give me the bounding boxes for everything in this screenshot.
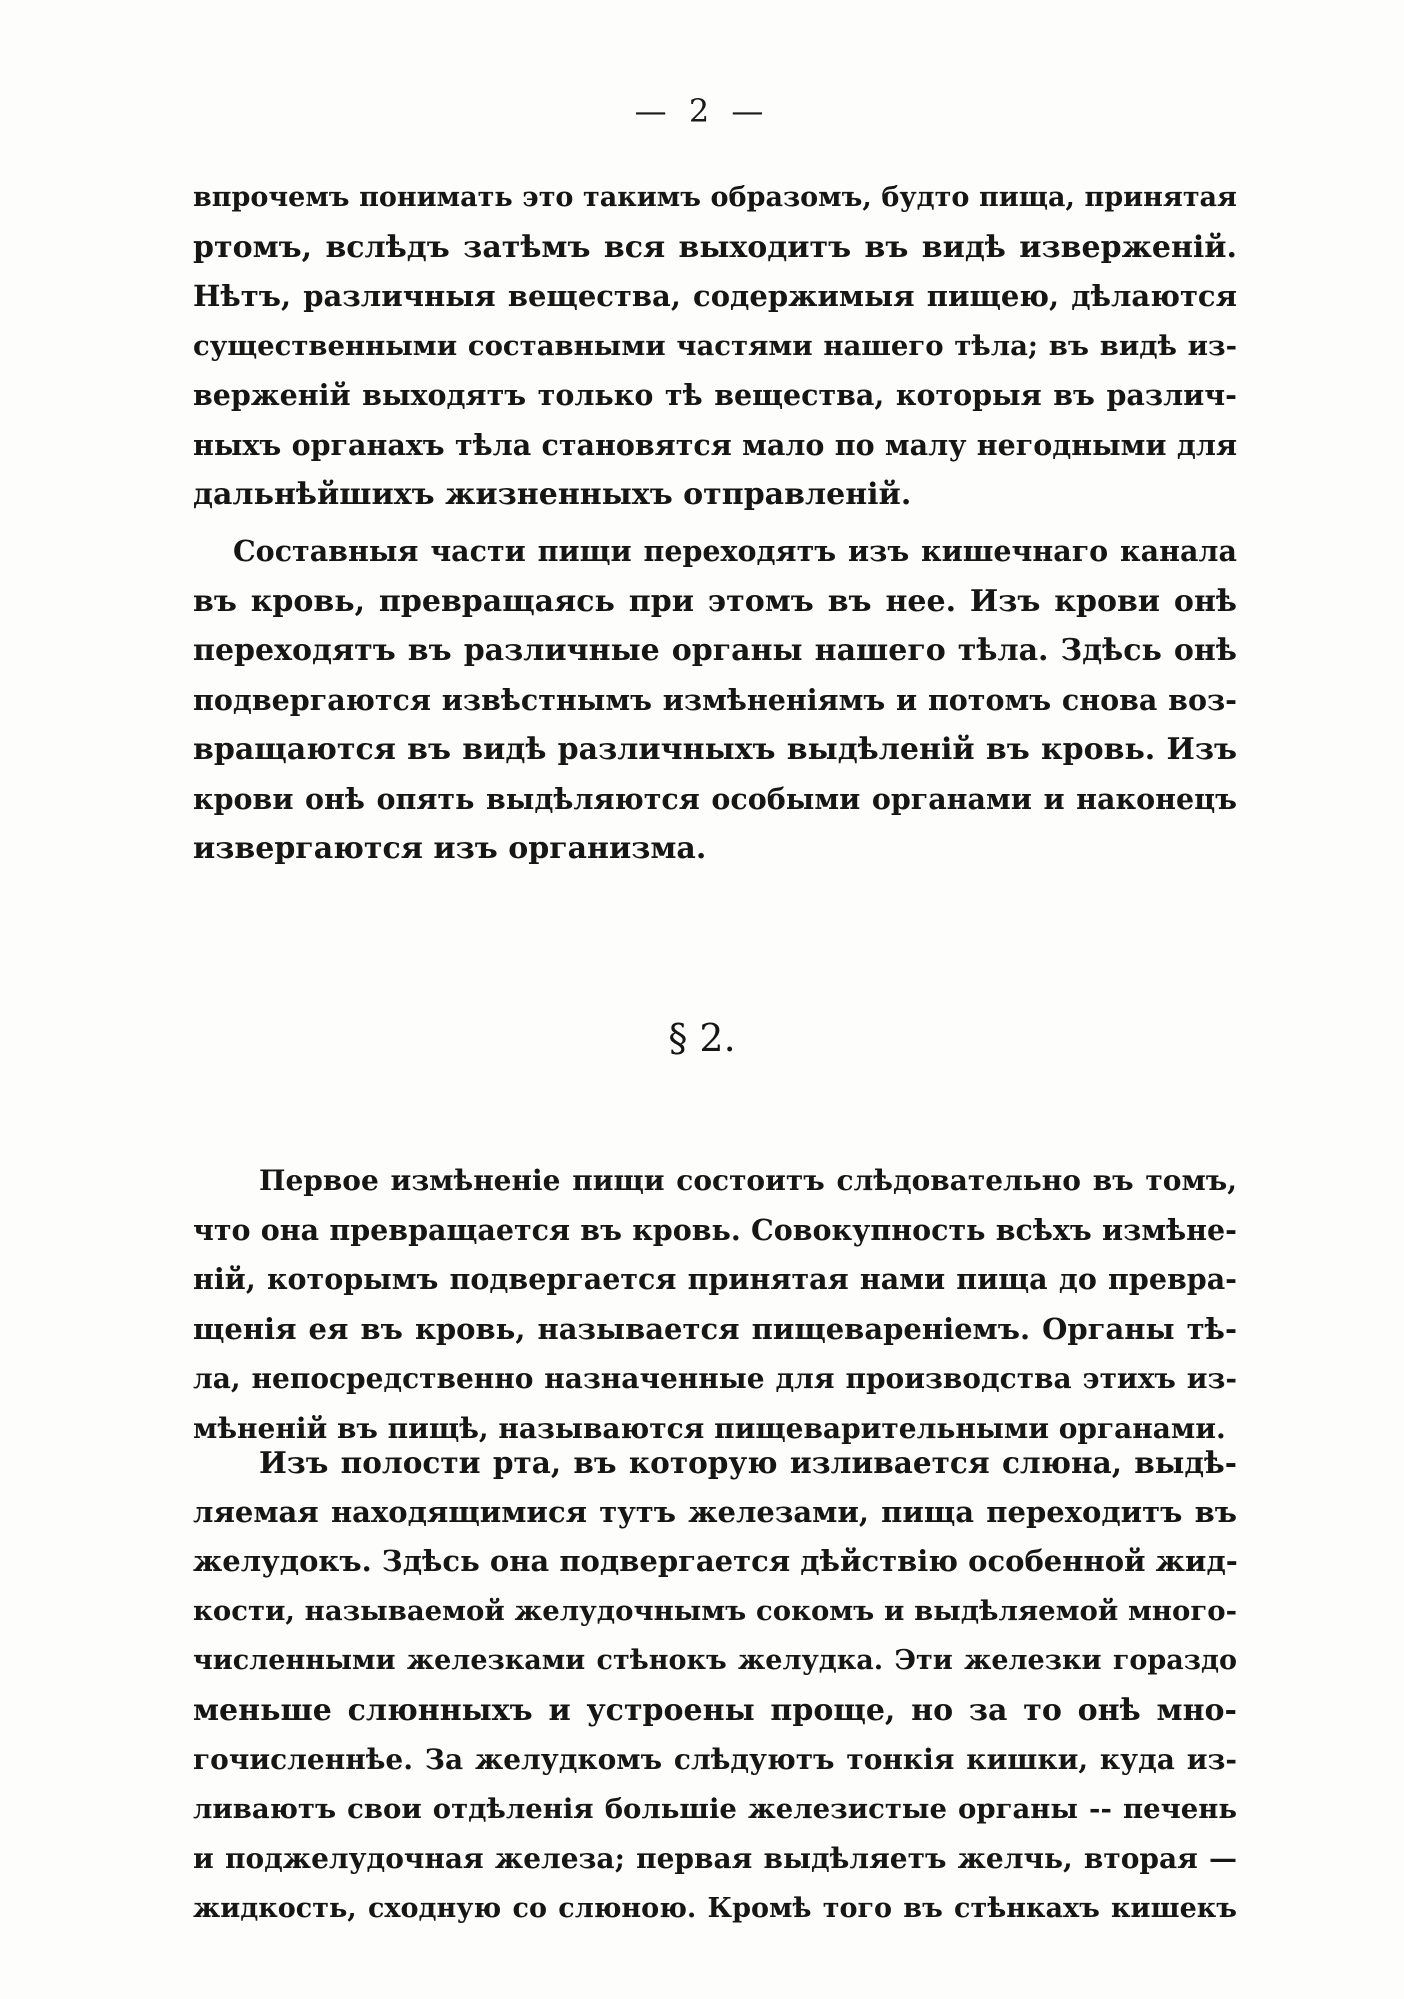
text-line: жидкость, сходную со слюною. Кромѣ того въ стѣнкахъ кишекъ [193,1892,1237,1924]
text-line: Составныя части пищи переходятъ изъ кишечнаго канала [233,534,1237,568]
text-line: мѣненій въ пищѣ, называются пищеварительными органами. [193,1411,1226,1445]
paragraph-blood-circulation [193,527,1237,874]
text-line: ла, непосредственно назначенные для производства этихъ из- [193,1362,1237,1395]
text-line: переходятъ въ различные органы нашего тѣла. Здѣсь онѣ [193,633,1237,668]
text-line: гочисленнѣе. За желудкомъ слѣдуютъ тонкія кишки, куда из- [193,1743,1237,1776]
text-line: ній, которымъ подвергается принятая нами пища до превра- [193,1262,1237,1296]
text-line: подвергаются извѣстнымъ измѣненіямъ и потомъ снова воз- [193,682,1237,717]
paragraph-digestion-definition [193,1156,1237,1453]
text-line: дальнѣйшихъ жизненныхъ отправленій. [193,477,912,512]
text-line: существенными составными частями нашего тѣла; въ видѣ из- [193,329,1237,362]
paragraph-digestive-tract [193,1438,1237,1933]
text-line: Нѣтъ, различныя вещества, содержимыя пищею, дѣлаются [193,279,1237,313]
section-heading: § 2. [668,1016,736,1060]
paragraph-continuation [193,173,1237,520]
text-line: крови онѣ опять выдѣляются особыми органами и наконецъ [193,781,1237,816]
text-line: и поджелудочная железа; первая выдѣляетъ желчь, вторая — [193,1842,1237,1875]
page-number: — 2 — [634,92,770,130]
text-line: ляемая находящимися тутъ железами, пища переходитъ въ [193,1494,1237,1529]
text-line: вращаются въ видѣ различныхъ выдѣленій въ кровь. Изъ [193,732,1237,767]
text-line: въ кровь, превращаясь при этомъ въ нее. Изъ крови онѣ [193,583,1237,619]
text-line: верженій выходятъ только тѣ вещества, которыя въ различ- [193,378,1237,412]
text-line: Изъ полости рта, въ которую изливается слюна, выдѣ- [259,1445,1237,1480]
text-line: кости, называемой желудочнымъ сокомъ и выдѣляемой много- [193,1594,1237,1627]
text-line: численными железками стѣнокъ желудка. Эти железки гораздо [193,1645,1237,1676]
text-line: Первое измѣненіе пищи состоитъ слѣдовательно въ томъ, [259,1164,1237,1197]
text-line: меньше слюнныхъ и устроены проще, но за то онѣ мно- [193,1692,1237,1728]
text-line: ливаютъ свои отдѣленія большіе железистые органы -- печень [193,1792,1237,1825]
text-line: что она превращается въ кровь. Совокупность всѣхъ измѣне- [193,1212,1237,1247]
text-line: извергаются изъ организма. [193,831,707,866]
text-line: желудокъ. Здѣсь она подвергается дѣйствію особенной жид- [193,1544,1238,1578]
text-line: щенія ея въ кровь, называется пищевареніемъ. Органы тѣ- [193,1311,1237,1346]
text-line: впрочемъ понимать это такимъ образомъ, будто пища, принятая [193,182,1237,213]
text-line: ртомъ, вслѣдъ затѣмъ вся выходитъ въ видѣ изверженій. [193,229,1237,265]
text-line: ныхъ органахъ тѣла становятся мало по малу негодными для [193,427,1237,462]
